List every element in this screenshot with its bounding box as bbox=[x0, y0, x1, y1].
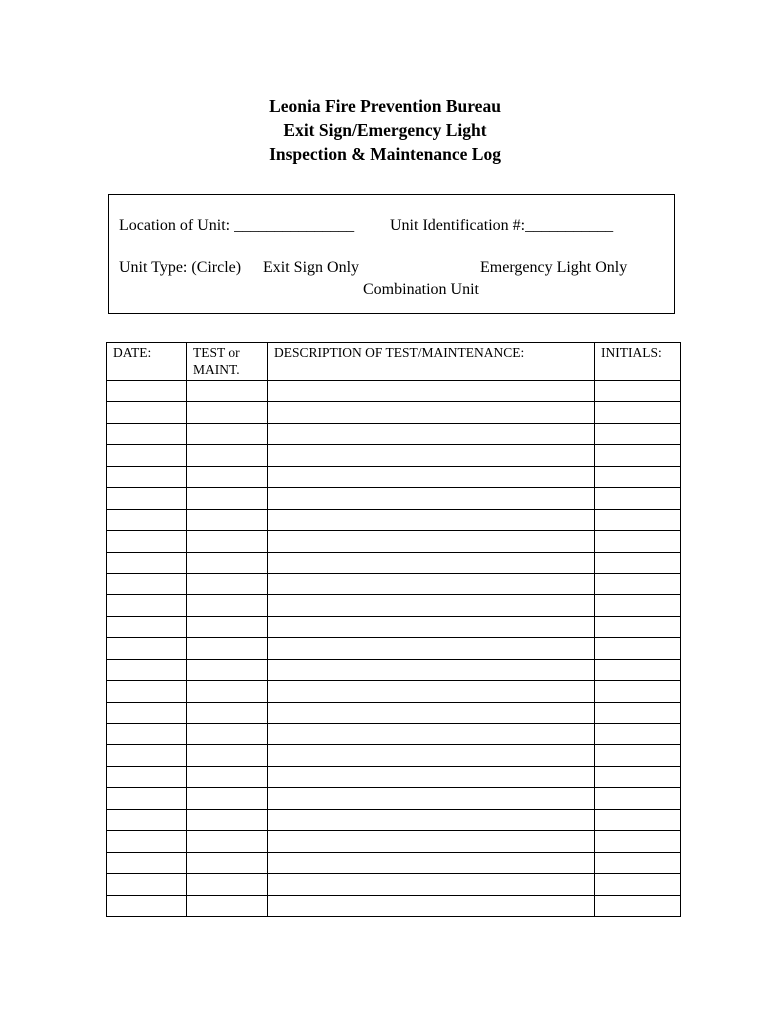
date-cell[interactable] bbox=[107, 573, 187, 594]
table-row bbox=[107, 659, 681, 680]
test-or-maint-cell[interactable] bbox=[187, 745, 268, 766]
title-line-3: Inspection & Maintenance Log bbox=[269, 144, 501, 164]
table-row bbox=[107, 381, 681, 402]
table-row bbox=[107, 852, 681, 873]
date-cell[interactable] bbox=[107, 423, 187, 444]
date-cell[interactable] bbox=[107, 509, 187, 530]
date-cell[interactable] bbox=[107, 766, 187, 787]
test-or-maint-cell[interactable] bbox=[187, 831, 268, 852]
table-row bbox=[107, 745, 681, 766]
date-cell[interactable] bbox=[107, 445, 187, 466]
date-cell[interactable] bbox=[107, 809, 187, 830]
table-header-row bbox=[107, 343, 681, 381]
table-row bbox=[107, 531, 681, 552]
test-or-maint-cell[interactable] bbox=[187, 852, 268, 873]
table-row bbox=[107, 724, 681, 745]
initials-cell[interactable] bbox=[595, 381, 681, 402]
table-row bbox=[107, 702, 681, 723]
table-row bbox=[107, 766, 681, 787]
description-cell[interactable] bbox=[268, 831, 595, 852]
date-cell[interactable] bbox=[107, 852, 187, 873]
date-cell[interactable] bbox=[107, 724, 187, 745]
test-or-maint-cell[interactable] bbox=[187, 445, 268, 466]
description-cell[interactable] bbox=[268, 595, 595, 616]
table-row bbox=[107, 402, 681, 423]
description-cell[interactable] bbox=[268, 681, 595, 702]
table-row bbox=[107, 895, 681, 916]
initials-cell[interactable] bbox=[595, 874, 681, 895]
test-or-maint-cell[interactable] bbox=[187, 466, 268, 487]
initials-cell[interactable] bbox=[595, 788, 681, 809]
test-or-maint-cell[interactable] bbox=[187, 616, 268, 637]
header-test-or-maint: TEST or MAINT. bbox=[187, 343, 268, 381]
inspection-log-table bbox=[106, 342, 681, 917]
description-cell[interactable] bbox=[268, 809, 595, 830]
test-or-maint-cell[interactable] bbox=[187, 788, 268, 809]
description-cell[interactable] bbox=[268, 616, 595, 637]
option-combination-unit[interactable]: Combination Unit bbox=[363, 281, 479, 298]
date-cell[interactable] bbox=[107, 659, 187, 680]
date-cell[interactable] bbox=[107, 831, 187, 852]
table-row bbox=[107, 809, 681, 830]
table-row bbox=[107, 509, 681, 530]
description-cell[interactable] bbox=[268, 509, 595, 530]
date-cell[interactable] bbox=[107, 616, 187, 637]
date-cell[interactable] bbox=[107, 702, 187, 723]
test-or-maint-cell[interactable] bbox=[187, 573, 268, 594]
description-cell[interactable] bbox=[268, 874, 595, 895]
table-row bbox=[107, 423, 681, 444]
table-row bbox=[107, 445, 681, 466]
table-row bbox=[107, 788, 681, 809]
initials-cell[interactable] bbox=[595, 852, 681, 873]
date-cell[interactable] bbox=[107, 745, 187, 766]
initials-cell[interactable] bbox=[595, 702, 681, 723]
description-cell[interactable] bbox=[268, 895, 595, 916]
table-row bbox=[107, 466, 681, 487]
initials-cell[interactable] bbox=[595, 616, 681, 637]
date-cell[interactable] bbox=[107, 402, 187, 423]
date-cell[interactable] bbox=[107, 681, 187, 702]
initials-cell[interactable] bbox=[595, 895, 681, 916]
test-or-maint-cell[interactable] bbox=[187, 809, 268, 830]
header-description: DESCRIPTION OF TEST/MAINTENANCE: bbox=[268, 343, 595, 381]
table-row bbox=[107, 552, 681, 573]
table-row bbox=[107, 573, 681, 594]
test-or-maint-cell[interactable] bbox=[187, 681, 268, 702]
initials-cell[interactable] bbox=[595, 809, 681, 830]
description-cell[interactable] bbox=[268, 402, 595, 423]
initials-cell[interactable] bbox=[595, 488, 681, 509]
initials-cell[interactable] bbox=[595, 466, 681, 487]
unit-type-label: Unit Type: (Circle) bbox=[119, 259, 242, 276]
description-cell[interactable] bbox=[268, 766, 595, 787]
option-exit-sign-only[interactable]: Exit Sign Only bbox=[263, 259, 360, 276]
unit-info-box bbox=[108, 194, 675, 314]
initials-cell[interactable] bbox=[595, 509, 681, 530]
test-or-maint-cell[interactable] bbox=[187, 595, 268, 616]
description-cell[interactable] bbox=[268, 852, 595, 873]
test-or-maint-cell[interactable] bbox=[187, 423, 268, 444]
description-cell[interactable] bbox=[268, 638, 595, 659]
test-or-maint-cell[interactable] bbox=[187, 724, 268, 745]
description-cell[interactable] bbox=[268, 552, 595, 573]
test-or-maint-cell[interactable] bbox=[187, 874, 268, 895]
test-or-maint-cell[interactable] bbox=[187, 895, 268, 916]
date-cell[interactable] bbox=[107, 466, 187, 487]
test-or-maint-cell[interactable] bbox=[187, 552, 268, 573]
date-cell[interactable] bbox=[107, 638, 187, 659]
initials-cell[interactable] bbox=[595, 552, 681, 573]
description-cell[interactable] bbox=[268, 381, 595, 402]
test-or-maint-cell[interactable] bbox=[187, 402, 268, 423]
initials-cell[interactable] bbox=[595, 573, 681, 594]
date-cell[interactable] bbox=[107, 788, 187, 809]
description-cell[interactable] bbox=[268, 788, 595, 809]
description-cell[interactable] bbox=[268, 531, 595, 552]
table-row bbox=[107, 488, 681, 509]
date-cell[interactable] bbox=[107, 488, 187, 509]
description-cell[interactable] bbox=[268, 423, 595, 444]
test-or-maint-cell[interactable] bbox=[187, 531, 268, 552]
description-cell[interactable] bbox=[268, 573, 595, 594]
test-or-maint-cell[interactable] bbox=[187, 702, 268, 723]
description-cell[interactable] bbox=[268, 724, 595, 745]
form-title bbox=[0, 94, 770, 166]
date-cell[interactable] bbox=[107, 531, 187, 552]
initials-cell[interactable] bbox=[595, 766, 681, 787]
unit-identification-field[interactable]: Unit Identification #:___________ bbox=[390, 217, 614, 234]
test-or-maint-cell[interactable] bbox=[187, 488, 268, 509]
test-or-maint-cell[interactable] bbox=[187, 381, 268, 402]
description-cell[interactable] bbox=[268, 745, 595, 766]
date-cell[interactable] bbox=[107, 895, 187, 916]
table-row bbox=[107, 831, 681, 852]
test-or-maint-cell[interactable] bbox=[187, 766, 268, 787]
test-or-maint-cell[interactable] bbox=[187, 659, 268, 680]
date-cell[interactable] bbox=[107, 595, 187, 616]
description-cell[interactable] bbox=[268, 702, 595, 723]
initials-cell[interactable] bbox=[595, 531, 681, 552]
initials-cell[interactable] bbox=[595, 681, 681, 702]
date-cell[interactable] bbox=[107, 552, 187, 573]
title-line-2: Exit Sign/Emergency Light bbox=[283, 120, 487, 140]
initials-cell[interactable] bbox=[595, 595, 681, 616]
test-or-maint-cell[interactable] bbox=[187, 509, 268, 530]
date-cell[interactable] bbox=[107, 381, 187, 402]
table-row bbox=[107, 638, 681, 659]
location-of-unit-field[interactable]: Location of Unit: _______________ bbox=[119, 217, 355, 234]
initials-cell[interactable] bbox=[595, 831, 681, 852]
initials-cell[interactable] bbox=[595, 423, 681, 444]
title-line-1: Leonia Fire Prevention Bureau bbox=[269, 96, 501, 116]
description-cell[interactable] bbox=[268, 466, 595, 487]
header-date: DATE: bbox=[107, 343, 187, 381]
description-cell[interactable] bbox=[268, 488, 595, 509]
description-cell[interactable] bbox=[268, 445, 595, 466]
initials-cell[interactable] bbox=[595, 724, 681, 745]
option-emergency-light-only[interactable]: Emergency Light Only bbox=[480, 259, 628, 276]
table-row bbox=[107, 874, 681, 895]
initials-cell[interactable] bbox=[595, 445, 681, 466]
table-row bbox=[107, 595, 681, 616]
table-row bbox=[107, 616, 681, 637]
initials-cell[interactable] bbox=[595, 638, 681, 659]
date-cell[interactable] bbox=[107, 874, 187, 895]
initials-cell[interactable] bbox=[595, 659, 681, 680]
header-initials: INITIALS: bbox=[595, 343, 681, 381]
table-row bbox=[107, 681, 681, 702]
initials-cell[interactable] bbox=[595, 745, 681, 766]
initials-cell[interactable] bbox=[595, 402, 681, 423]
test-or-maint-cell[interactable] bbox=[187, 638, 268, 659]
description-cell[interactable] bbox=[268, 659, 595, 680]
